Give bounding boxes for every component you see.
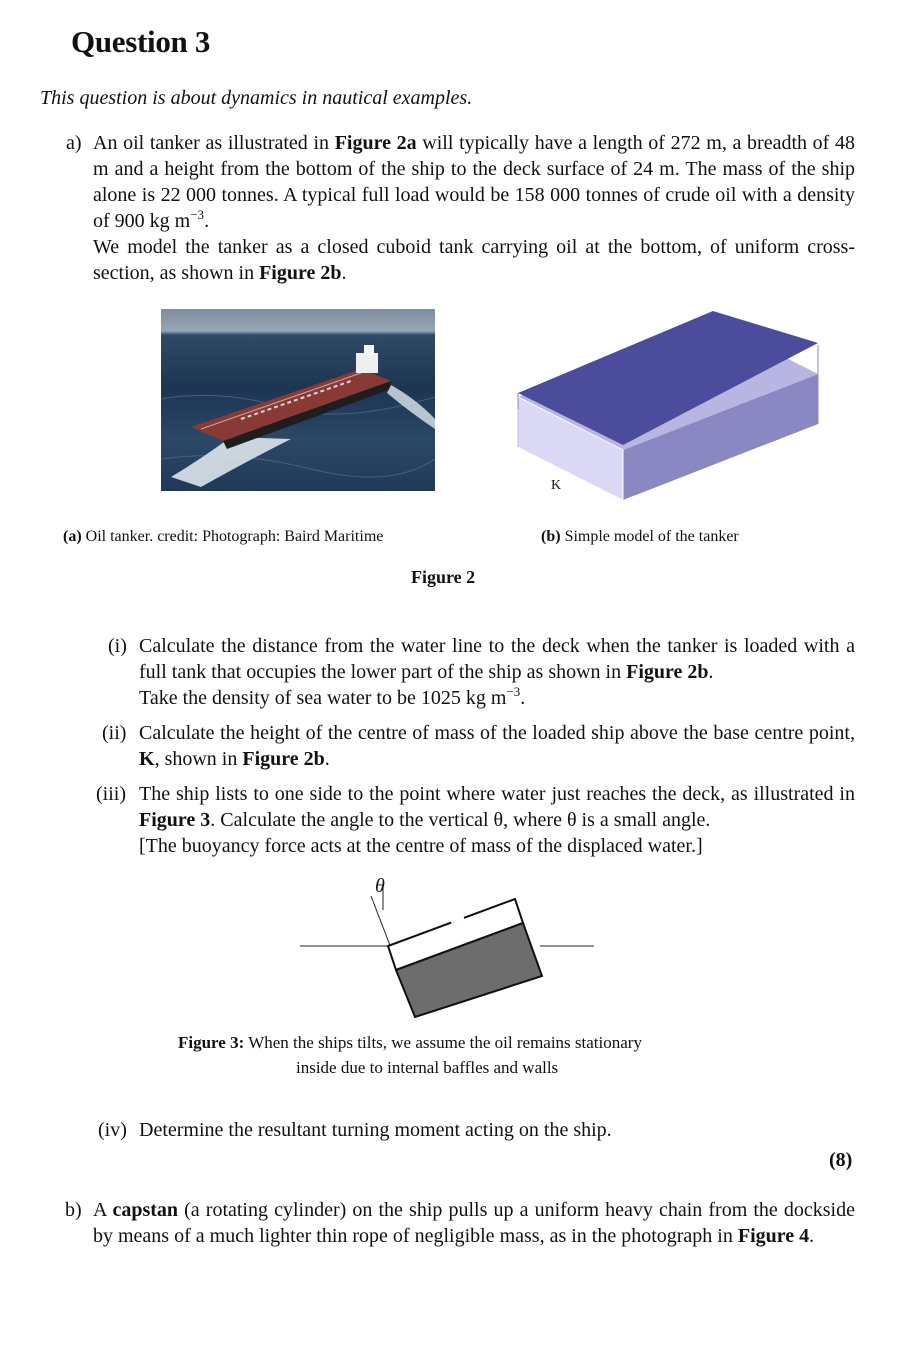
caption-figure-2b: (b) Simple model of the tanker	[541, 528, 739, 545]
part-a-text: An oil tanker as illustrated in Figure 2a will typically have a length of 272 m, a breadth of 48 m and a height from the bottom of the ship to the deck surface of 24 m. The mass of the ship alone is 22 000 tonnes. A typical full load would be 158 000 tonnes of crude oil with a density of 900 kg $m^{-3}$. We model the tanker as a closed cuboid tank carrying oil at the bottom, of uniform cross-section, as shown in Figure 2b.	[93, 132, 855, 284]
sub-iv-text: Determine the resultant turning moment acting on the ship.	[139, 1119, 612, 1141]
sub-i-text: Calculate the distance from the water line to the deck when the tanker is loaded with a full tank that occupies the lower part of the ship as shown in Figure 2b. Take the density of sea water to be 1025 kg $m^{-3}$.	[139, 635, 855, 709]
point-k-label: K	[551, 478, 562, 493]
part-b-label: b)	[65, 1199, 82, 1221]
sub-iv-label: (iv)	[98, 1119, 127, 1141]
sub-ii-label: (ii)	[102, 722, 127, 744]
part-b-text: A capstan (a rotating cylinder) on the ship pulls up a uniform heavy chain from the dockside by means of a much lighter thin rope of negligible mass, as in the photograph in Figure 4.	[93, 1199, 855, 1247]
tanker-model-diagram	[510, 305, 830, 505]
caption-figure-3-line2: inside due to internal baffles and walls	[296, 1058, 559, 1077]
part-a-label: a)	[66, 132, 82, 154]
tanker-photo-drawing	[161, 309, 435, 491]
question-intro: This question is about dynamics in nautical examples.	[40, 87, 473, 109]
caption-figure-2a: (a) Oil tanker. credit: Photograph: Baird Maritime	[63, 528, 384, 545]
sub-i-label: (i)	[108, 635, 127, 657]
question-title: Question 3	[71, 24, 211, 59]
sub-ii-text: Calculate the height of the centre of mass of the loaded ship above the base centre point, K, shown in Figure 2b.	[139, 722, 855, 770]
sub-iii-text: The ship lists to one side to the point where water just reaches the deck, as illustrated in Figure 3. Calculate the angle to the vertical θ, where θ is a small angle. [The buoyancy force acts at the centre of mass of the displaced water.]	[139, 783, 855, 857]
marks-label: (8)	[829, 1149, 853, 1171]
theta-label: θ	[375, 875, 385, 897]
tanker-photo	[161, 309, 435, 491]
sub-iii-label: (iii)	[96, 783, 126, 805]
figure-2-label: Figure 2	[411, 567, 476, 587]
caption-figure-3-line1: Figure 3: When the ships tilts, we assume the oil remains stationary	[178, 1033, 642, 1052]
listing-ship-diagram	[296, 878, 598, 1018]
